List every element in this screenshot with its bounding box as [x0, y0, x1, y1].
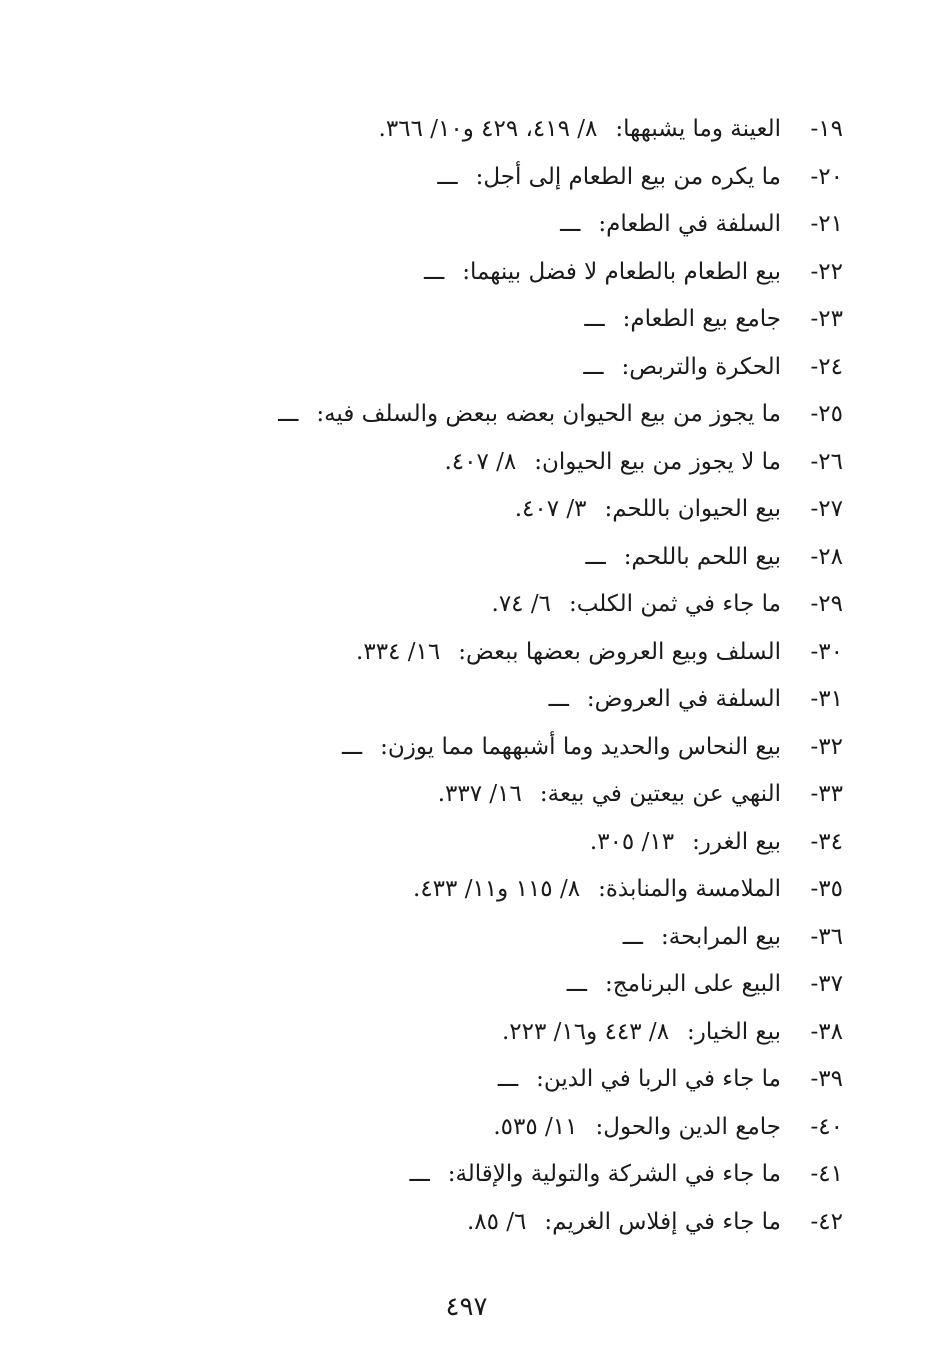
entry-title: النهي عن بيعتين في بيعة:	[539, 781, 781, 807]
index-entry	[243, 771, 843, 819]
entry-reference: ـــ	[497, 1066, 519, 1092]
entry-number: ٣٧-	[810, 971, 843, 997]
entry-number: ٤٢-	[810, 1208, 843, 1235]
index-entry	[243, 1104, 843, 1152]
entry-number: ٢٣-	[810, 306, 843, 332]
entry-number: ٢٥-	[810, 401, 843, 427]
entry-number: ٣٩-	[810, 1066, 843, 1092]
entry-title: بيع النحاس والحديد وما أشبههما مما يوزن:	[380, 733, 781, 760]
index-entry	[243, 724, 843, 772]
entry-number: ٢٤-	[810, 353, 843, 380]
entry-title: بيع الطعام بالطعام لا فضل بينهما:	[462, 258, 781, 285]
index-entry	[243, 154, 843, 202]
entry-reference: ٨/ ١١٥ و١١/ ٤٣٣.	[413, 876, 581, 902]
entry-number: ٣٥-	[810, 876, 843, 902]
entry-number: ٢٢-	[810, 258, 843, 285]
entry-number: ١٩-	[810, 116, 843, 142]
index-entry	[243, 1009, 843, 1057]
index-entry	[243, 866, 843, 914]
entry-reference: ـــ	[423, 258, 445, 285]
entry-title: ما جاء في إفلاس الغريم:	[544, 1208, 781, 1235]
entry-title: بيع الخيار:	[687, 1018, 781, 1045]
entry-number: ٤٠-	[810, 1113, 843, 1140]
entry-title: السلفة في الطعام:	[598, 211, 781, 237]
index-entry	[243, 1199, 843, 1247]
entry-reference: ـــ	[560, 211, 581, 237]
index-entry	[243, 581, 843, 629]
entry-title: بيع المرابحة:	[661, 923, 781, 950]
entry-title: العينة وما يشبهها:	[615, 116, 781, 142]
entry-number: ٣٣-	[810, 781, 843, 807]
entry-number: ٣٤-	[810, 828, 843, 855]
entry-reference: ١١/ ٥٣٥.	[493, 1113, 578, 1140]
entry-reference: ـــ	[278, 401, 299, 427]
entry-number: ٢٦-	[810, 448, 843, 475]
entry-title: السلف وبيع العروض بعضها ببعض:	[458, 638, 781, 665]
entry-number: ٣٨-	[810, 1018, 843, 1045]
entry-reference: ـــ	[341, 733, 363, 760]
entry-number: ٣٠-	[810, 638, 843, 665]
entry-title: البيع على البرنامج:	[604, 971, 781, 997]
entry-reference: ـــ	[548, 686, 569, 712]
entry-title: ما لا يجوز من بيع الحيوان:	[534, 448, 781, 475]
entry-title: الملامسة والمنابذة:	[598, 876, 781, 902]
entry-title: جامع بيع الطعام:	[622, 306, 781, 332]
entry-title: ما يجوز من بيع الحيوان بعضه ببعض والسلف فيه:	[316, 401, 781, 427]
entry-number: ٢٨-	[810, 543, 843, 570]
entry-title: السلفة في العروض:	[586, 686, 781, 712]
entry-title: ما جاء في ثمن الكلب:	[568, 591, 781, 617]
entry-number: ٤١-	[810, 1161, 843, 1187]
entry-number: ٣٢-	[810, 733, 843, 760]
index-entry	[243, 249, 843, 297]
entry-title: ما يكره من بيع الطعام إلى أجل:	[475, 163, 781, 190]
index-entry	[243, 106, 843, 154]
entry-number: ٢١-	[810, 211, 843, 237]
index-entry	[243, 344, 843, 392]
entry-reference: ـــ	[585, 543, 606, 570]
entry-number: ٣٦-	[810, 923, 843, 950]
page-number: ٤٩٧	[445, 1292, 488, 1322]
entry-title: جامع الدين والحول:	[595, 1113, 781, 1140]
index-entry	[243, 534, 843, 582]
index-entry-list	[243, 106, 843, 1246]
index-entry	[243, 391, 843, 439]
index-entry	[243, 1151, 843, 1199]
entry-reference: ـــ	[584, 306, 605, 332]
entry-reference: ١٣/ ٣٠٥.	[589, 828, 675, 855]
entry-number: ٢٠-	[810, 163, 843, 190]
entry-title: بيع الحيوان باللحم:	[604, 496, 781, 522]
index-entry	[243, 439, 843, 487]
entry-title: الحكرة والتربص:	[621, 353, 781, 380]
entry-title: بيع الغرر:	[692, 828, 781, 855]
index-entry	[243, 676, 843, 724]
entry-reference: ١٦/ ٣٣٧.	[437, 781, 522, 807]
index-entry	[243, 961, 843, 1009]
index-entry	[243, 486, 843, 534]
index-entry	[243, 201, 843, 249]
entry-reference: ١٦/ ٣٣٤.	[356, 638, 441, 665]
entry-reference: ٨/ ٤٤٣ و١٦/ ٢٢٣.	[501, 1018, 670, 1045]
entry-reference: ٦/ ٨٥.	[466, 1208, 527, 1235]
entry-reference: ٦/ ٧٤.	[491, 591, 551, 617]
entry-reference: ٣/ ٤٠٧.	[514, 496, 587, 522]
entry-number: ٣١-	[810, 686, 843, 712]
index-entry	[243, 914, 843, 962]
entry-reference: ـــ	[409, 1161, 430, 1187]
index-entry	[243, 1056, 843, 1104]
entry-reference: ـــ	[622, 923, 643, 950]
entry-reference: ٨/ ٤٠٧.	[444, 448, 517, 475]
entry-number: ٢٩-	[810, 591, 843, 617]
index-entry	[243, 296, 843, 344]
entry-reference: ـــ	[437, 163, 458, 190]
entry-reference: ـــ	[583, 353, 604, 380]
index-entry	[243, 819, 843, 867]
index-entry	[243, 629, 843, 677]
entry-reference: ـــ	[566, 971, 587, 997]
entry-title: ما جاء في الشركة والتولية والإقالة:	[447, 1161, 781, 1187]
entry-number: ٢٧-	[810, 496, 843, 522]
entry-title: ما جاء في الربا في الدين:	[536, 1066, 781, 1092]
entry-title: بيع اللحم باللحم:	[623, 543, 781, 570]
entry-reference: ٨/ ٤١٩، ٤٢٩ و١٠/ ٣٦٦.	[378, 116, 598, 142]
